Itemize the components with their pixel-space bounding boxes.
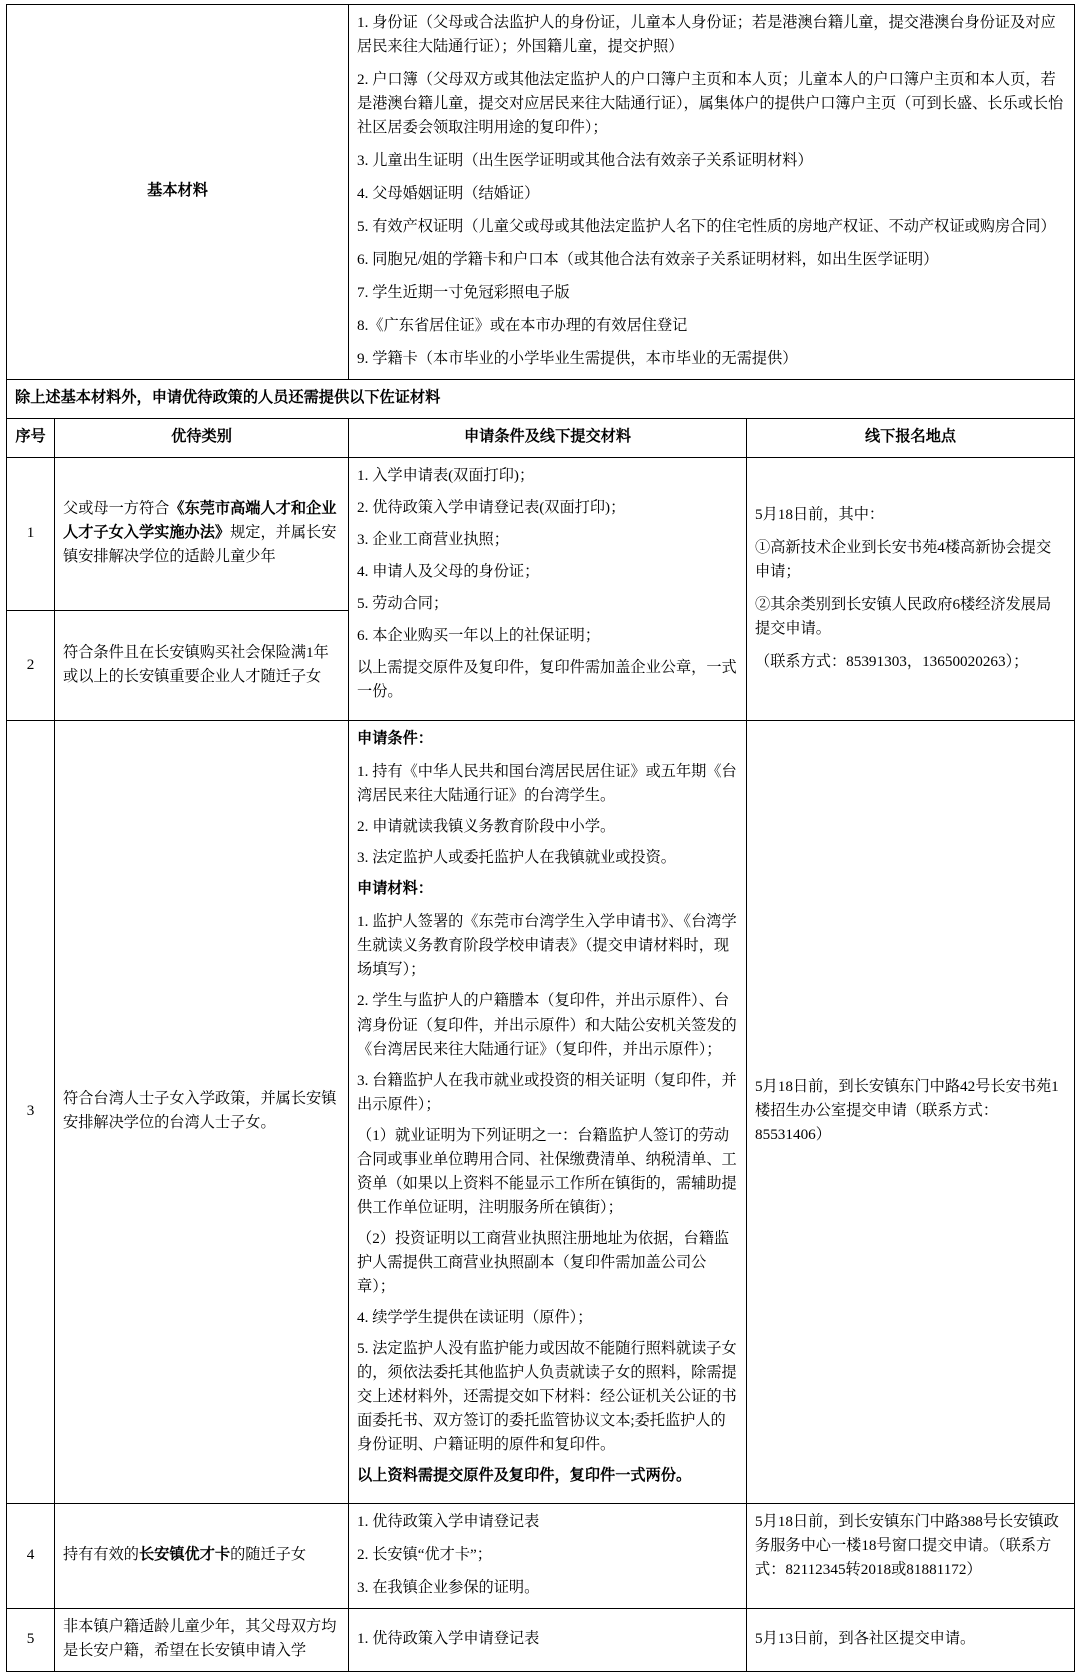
condition-footer: 以上需提交原件及复印件，复印件需加盖企业公章，一式一份。 [357,659,737,701]
location-line: 5月18日前，其中： [755,505,885,523]
row-no: 4 [7,1503,55,1608]
row-no: 5 [7,1608,55,1671]
note-row [7,380,1075,419]
condition-item: 3. 在我镇企业参保的证明。 [357,1578,540,1596]
condition-item: 5. 劳动合同； [357,595,449,613]
basic-item: 5. 有效产权证明（儿童父或母或其他法定监护人名下的住宅性质的房地产权证、不动产权证或购房合同） [357,218,1056,236]
row-location: 5月18日前，到长安镇东门中路388号长安镇政务服务中心一楼18号窗口提交申请。（联系方式：82112345转2018或81881172） [747,1503,1075,1608]
condition-item: 1. 优待政策入学申请登记表 [357,1512,540,1530]
basic-item: 3. 儿童出生证明（出生医学证明或其他合法有效亲子关系证明材料） [357,152,813,170]
row-conditions [349,458,747,721]
location-line: ①高新技术企业到长安书苑4楼高新协会提交申请； [755,538,1052,580]
conditions-subtitle: 申请条件： [357,730,433,748]
basic-materials-row [7,5,1075,380]
row-conditions [349,1503,747,1608]
row-no: 3 [7,721,55,1503]
location-line: （联系方式：85391303，13650020263）； [755,652,1029,670]
condition-item: 4. 申请人及父母的身份证； [357,563,540,581]
condition-item: 6. 本企业购买一年以上的社保证明； [357,627,600,645]
materials-subtitle: 申请材料： [357,880,433,898]
row-no: 2 [7,610,55,721]
header-location: 线下报名地点 [747,419,1075,458]
category-prefix: 父或母一方符合 [63,500,170,517]
table-row [7,1503,1075,1608]
basic-item: 4. 父母婚姻证明（结婚证） [357,185,540,203]
row-location: 5月18日前，到长安镇东门中路42号长安书苑1楼招生办公室提交申请（联系方式：85531406） [747,721,1075,1503]
material-item: （1）就业证明为下列证明之一：台籍监护人签订的劳动合同或事业单位聘用合同、社保缴费清单、纳税清单、工资单（如果以上资料不能显示工作所在镇街的，需辅助提供工作单位证明，注明服务所在镇街）； [357,1126,737,1216]
condition-item: 2. 申请就读我镇义务教育阶段中小学。 [357,818,616,836]
row-category: 符合台湾人士子女入学政策，并属长安镇安排解决学位的台湾人士子女。 [55,721,349,1503]
basic-materials-list [349,5,1075,380]
conditions-footer: 以上资料需提交原件及复印件，复印件一式两份。 [357,1466,692,1484]
row-conditions [349,1608,747,1671]
table-header-row [7,419,1075,458]
row-category [55,458,349,611]
condition-item: 1. 入学申请表(双面打印)； [357,467,535,485]
condition-item: 1. 持有《中华人民共和国台湾居民居住证》或五年期《台湾居民来往大陆通行证》的台湾学生。 [357,763,737,805]
category-prefix: 持有有效的 [63,1545,139,1563]
basic-item: 9. 学籍卡（本市毕业的小学毕业生需提供，本市毕业的无需提供） [357,350,798,368]
condition-item: 1. 优待政策入学申请登记表 [357,1629,540,1647]
condition-item: 2. 优待政策入学申请登记表(双面打印)； [357,499,626,517]
category-suffix: 规定，并属长安镇安排解决学位的适龄儿童少年 [63,524,337,566]
material-item: 4. 续学学生提供在读证明（原件）； [357,1308,593,1326]
basic-item: 7. 学生近期一寸免冠彩照电子版 [357,284,570,302]
row-category: 符合条件且在长安镇购买社会保险满1年或以上的长安镇重要企业人才随迁子女 [55,610,349,721]
note-text: 除上述基本材料外，申请优待政策的人员还需提供以下佐证材料 [7,380,1075,419]
basic-item: 6. 同胞兄/姐的学籍卡和户口本（或其他合法有效亲子关系证明材料，如出生医学证明） [357,251,939,269]
row-no: 1 [7,458,55,611]
category-bold: 《东莞市高端人才和企业人才子女入学实施办法》 [63,500,337,542]
row-location [747,458,1075,721]
location-line: ②其余类别到长安镇人民政府6楼经济发展局提交申请。 [755,595,1052,637]
basic-item: 8.《广东省居住证》或在本市办理的有效居住登记 [357,317,688,335]
material-item: 2. 学生与监护人的户籍謄本（复印件，并出示原件）、台湾身份证（复印件，并出示原件）和大陆公安机关签发的《台湾居民来往大陆通行证》（复印件，并出示原件）； [357,992,737,1058]
row-location: 5月13日前，到各社区提交申请。 [747,1608,1075,1671]
basic-item: 2. 户口簿（父母双方或其他法定监护人的户口簿户主页和本人页；儿童本人的户口簿户主页和本人页，若是港澳台籍儿童，提交对应居民来往大陆通行证），属集体户的提供户口簿户主页（可到长盛、长乐或长怡社区居委会领取注明用途的复印件）； [357,71,1064,137]
row-category [55,1503,349,1608]
condition-item: 3. 法定监护人或委托监护人在我镇就业或投资。 [357,849,676,867]
category-bold: 长安镇优才卡 [138,1545,231,1563]
basic-materials-label: 基本材料 [7,5,349,380]
table-row [7,1608,1075,1671]
header-no: 序号 [7,419,55,458]
table-row [7,721,1075,1503]
material-item: （2）投资证明以工商营业执照注册地址为依据，台籍监护人需提供工商营业执照副本（复印件需加盖公司公章）； [357,1229,730,1295]
materials-table [6,4,1075,1672]
category-suffix: 的随迁子女 [230,1545,306,1563]
condition-item: 2. 长安镇“优才卡”； [357,1545,492,1563]
header-category: 优待类别 [55,419,349,458]
row-category: 非本镇户籍适龄儿童少年，其父母双方均是长安户籍，希望在长安镇申请入学 [55,1608,349,1671]
material-item: 3. 台籍监护人在我市就业或投资的相关证明（复印件，并出示原件）； [357,1071,737,1113]
table-row [7,458,1075,611]
header-conditions: 申请条件及线下提交材料 [349,419,747,458]
basic-item: 1. 身份证（父母或合法监护人的身份证，儿童本人身份证；若是港澳台籍儿童，提交港澳台身份证及对应居民来往大陆通行证）；外国籍儿童，提交护照） [357,14,1056,56]
material-item: 5. 法定监护人没有监护能力或因故不能随行照料就读子女的，须依法委托其他监护人负责就读子女的照料，除需提交上述材料外，还需提交如下材料：经公证机关公证的书面委托书、双方签订的委托监管协议文本;委托监护人的身份证明、户籍证明的原件和复印件。 [357,1339,737,1453]
condition-item: 3. 企业工商营业执照； [357,531,509,549]
row-conditions [349,721,747,1503]
material-item: 1. 监护人签署的《东莞市台湾学生入学申请书》、《台湾学生就读义务教育阶段学校申请表》（提交申请材料时，现场填写）； [357,913,737,979]
